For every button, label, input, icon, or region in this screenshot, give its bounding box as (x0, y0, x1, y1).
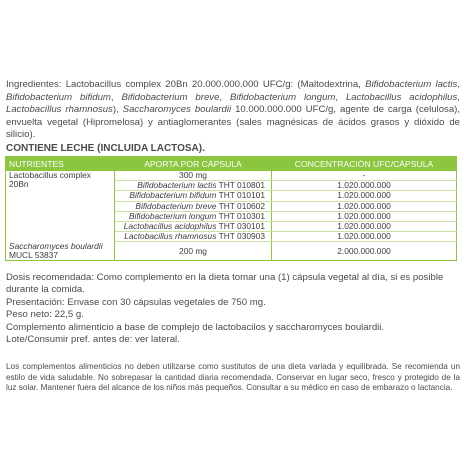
lote-text: Lote/Consumir pref. antes de: ver lateral. (6, 334, 180, 346)
strain-conc-cell: 1.020.000.000 (272, 191, 457, 201)
complex-conc-cell: - (272, 171, 457, 181)
peso-text: Peso neto: 22,5 g. (6, 309, 84, 321)
strain-conc-cell: 1.020.000.000 (272, 232, 457, 242)
boulardii-amount: 10.000.000.000 UFC/g, agente de carga (celulosa), envuelta vegetal (Hipromelosa) y antiaglomerantes (sales magnésicas de ácidos grasos y dióxido de silicio). (6, 104, 461, 141)
species-name: Bifidobacterium longum (229, 91, 336, 103)
species-name: Bifidobacterium breve (121, 91, 220, 103)
table-header-row (6, 157, 457, 171)
sacch-name-cell: Saccharomyces boulardii MUCL 53837 (6, 242, 115, 261)
strain-conc-cell: 1.020.000.000 (272, 222, 457, 232)
complex-name-cell: Lactobacillus complex 20Bn (6, 171, 115, 242)
strain-conc-cell: 1.020.000.000 (272, 211, 457, 221)
header-nutrients: NUTRIENTES (6, 157, 115, 171)
species-name: Lactobacillus rhamnosus (6, 104, 113, 116)
strain-cell: Lactobacillus acidophilus THT 030101 (115, 222, 272, 232)
strain-conc-cell: 1.020.000.000 (272, 201, 457, 211)
species-name: Lactobacillus acidophilus (345, 91, 458, 103)
ingredients-lead: Lactobacillus complex 20Bn 20.000.000.000 UFC/g: (Maltodextrina, (65, 79, 361, 90)
table-row (6, 242, 457, 261)
sacch-amount-cell: 200 mg (115, 242, 272, 261)
strain-conc-cell: 1.020.000.000 (272, 181, 457, 191)
species-name: Bifidobacterium bifidum (6, 91, 111, 103)
species-name: Bifidobacterium lactis (365, 79, 458, 90)
complex-amount-cell: 300 mg (115, 171, 272, 181)
species-name: Saccharomyces boulardii (122, 104, 232, 116)
ingredients-paragraph: Ingredientes: Lactobacillus complex 20Bn 20.000.000.000 UFC/g: (Maltodextrina, Bifidobacterium lactis, Bifidobacterium bifidum, Bifidobacterium breve, Bifidobacterium longum, Lactobacillus acidophilus, Lactobacillus rhamnosus), Saccharomyces boulardii 10.000.000.000 UFC/g, agente de carga (celulosa), envuelta vegetal (Hipromelosa) y antiaglomerantes (sales magnésicas de ácidos grasos y dióxido de silicio). (6, 79, 461, 141)
ingredients-label: Ingredientes: (6, 79, 62, 90)
usage-notes (6, 272, 460, 346)
strain-cell: Bifidobacterium lactis THT 010801 (115, 181, 272, 191)
strain-cell: Bifidobacterium longum THT 010301 (115, 211, 272, 221)
presentacion-text: Presentación: Envase con 30 cápsulas vegetales de 750 mg. (6, 296, 266, 308)
disclaimer-text: Los complementos alimenticios no deben utilizarse como sustitutos de una dieta variada y equilibrada. Se recomienda un estilo de vida saludable. No sobrepasar la cantidad diaria recomendada. Conservar en lugar seco, fresco y protegido de la luz solar. Mantener fuera del alcance de los niños más pequeños. Consultar a su médico en caso de embarazo o lactancia. (6, 362, 460, 393)
allergen-warning: CONTIENE LECHE (INCLUIDA LACTOSA). (6, 143, 205, 154)
strain-cell: Lactobacillus rhamnosus THT 030903 (115, 232, 272, 242)
strain-cell: Bifidobacterium bifidum THT 010101 (115, 191, 272, 201)
sacch-conc-cell: 2.000.000.000 (272, 242, 457, 261)
nutrition-table (5, 156, 457, 261)
strain-cell: Bifidobacterium breve THT 010602 (115, 201, 272, 211)
header-concentration: CONCENTRACIÓN UFC/CÁPSULA (272, 157, 457, 171)
table-row (6, 171, 457, 181)
header-per-capsule: APORTA POR CÁPSULA (115, 157, 272, 171)
dosis-text: Dosis recomendada: Como complemento en la dieta tomar una (1) cápsula vegetal al día, si es posible durante la comida. (6, 272, 444, 296)
complemento-text: Complemento alimenticio a base de complejo de lactobacilos y saccharomyces boulardii. (6, 321, 385, 333)
